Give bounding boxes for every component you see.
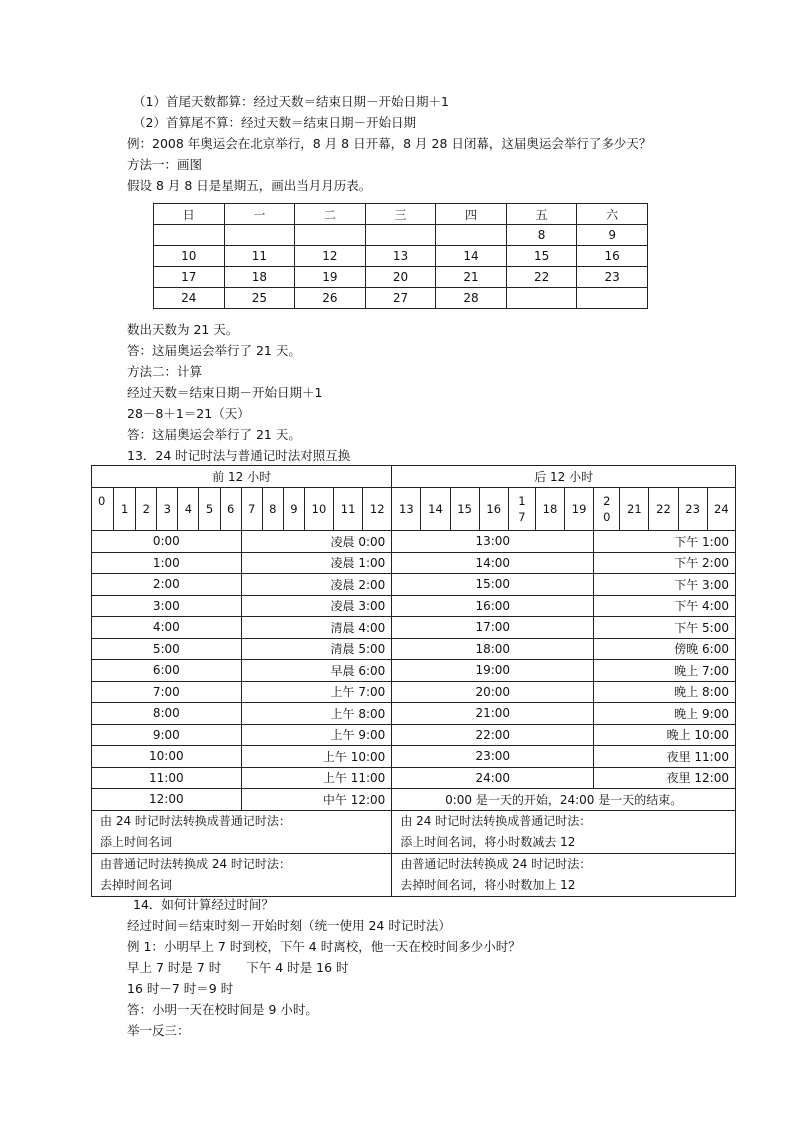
time-24h-cell: 1:00 <box>92 552 242 574</box>
time-common-cell: 傍晚 6:00 <box>594 638 736 660</box>
calculation-line: 28－8＋1＝21（天） <box>127 406 250 421</box>
time-common-cell: 凌晨 2:00 <box>241 574 392 596</box>
weekday-header: 六 <box>577 204 648 225</box>
assumption-line: 假设 8 月 8 日是星期五，画出当月月历表。 <box>127 178 372 193</box>
practice-title: 举一反三： <box>127 1023 190 1038</box>
method-1-title: 方法一：画图 <box>127 157 203 172</box>
calendar-day: 28 <box>436 288 507 309</box>
rule-common-to-24h-left <box>92 853 392 896</box>
conversion-row <box>92 574 736 596</box>
calendar-week-row <box>154 288 648 309</box>
rule-detail: 去掉时间名词 <box>100 877 173 892</box>
time-24h-cell: 23:00 <box>392 746 594 768</box>
calendar-header-row <box>154 204 648 225</box>
hour-cell: 9 <box>283 488 304 531</box>
time-common-cell: 凌晨 1:00 <box>241 552 392 574</box>
weekday-header: 一 <box>224 204 295 225</box>
conversion-row <box>92 617 736 639</box>
calendar-day: 12 <box>295 246 366 267</box>
time-common-cell: 晚上 9:00 <box>594 703 736 725</box>
time-common-cell: 下午 3:00 <box>594 574 736 596</box>
rule-common-to-24h-right <box>392 853 736 896</box>
rule-24h-to-common-left <box>92 810 392 853</box>
calendar-day: 18 <box>224 267 295 288</box>
conversion-rows <box>92 531 736 789</box>
conversion-row <box>92 531 736 553</box>
rule-detail: 添上时间名词 <box>100 834 173 849</box>
time-common-cell: 晚上 7:00 <box>594 660 736 682</box>
calendar-day: 25 <box>224 288 295 309</box>
hour-cell: 10 <box>304 488 333 531</box>
calendar-day: 11 <box>224 246 295 267</box>
time-conversion-table <box>91 465 736 897</box>
noon-row <box>92 789 736 811</box>
hour-cell: 14 <box>421 488 450 531</box>
calendar-week-row <box>154 225 648 246</box>
hour-label: 0 <box>98 494 106 508</box>
time-common-cell: 上午 10:00 <box>241 746 392 768</box>
time-24h-cell: 24:00 <box>392 767 594 789</box>
formula-line: 经过天数＝结束日期－开始日期＋1 <box>127 385 323 400</box>
calendar-day: 13 <box>365 246 436 267</box>
rule-detail: 添上时间名词，将小时数减去 12 <box>400 834 576 849</box>
time-common-cell: 上午 7:00 <box>241 681 392 703</box>
elapsed-time-formula: 经过时间＝结束时刻－开始时刻（统一使用 24 时记时法） <box>127 918 451 933</box>
time-common-cell: 晚上 10:00 <box>594 724 736 746</box>
calendar-day: 20 <box>365 267 436 288</box>
conversion-row <box>92 724 736 746</box>
hour-cell: 2 <box>136 488 157 531</box>
time-24h-cell: 17:00 <box>392 617 594 639</box>
hour-cell: 7 <box>241 488 262 531</box>
time-24h-cell: 6:00 <box>92 660 242 682</box>
hour-label-17: 17 <box>518 494 526 524</box>
conversion-row <box>92 638 736 660</box>
time-24h-cell: 5:00 <box>92 638 242 660</box>
time-common-cell: 上午 9:00 <box>241 724 392 746</box>
calendar-day: 17 <box>154 267 225 288</box>
calendar-day: 14 <box>436 246 507 267</box>
conversion-row <box>92 595 736 617</box>
time-common-cell: 下午 2:00 <box>594 552 736 574</box>
time-common-cell: 下午 4:00 <box>594 595 736 617</box>
time-common-cell: 上午 8:00 <box>241 703 392 725</box>
time-24h-cell: 14:00 <box>392 552 594 574</box>
calendar-day: 8 <box>506 225 577 246</box>
answer-line-2: 答：这届奥运会举行了 21 天。 <box>127 427 301 442</box>
calendar-day <box>154 225 225 246</box>
answer-line-1: 答：这届奥运会举行了 21 天。 <box>127 343 301 358</box>
day-boundary-note: 0:00 是一天的开始，24:00 是一天的结束。 <box>392 789 736 811</box>
calendar-day: 9 <box>577 225 648 246</box>
weekday-header: 三 <box>365 204 436 225</box>
time-common-cell: 早晨 6:00 <box>241 660 392 682</box>
rule-detail: 去掉时间名词，将小时数加上 12 <box>400 877 576 892</box>
hour-cell: 5 <box>199 488 220 531</box>
last-12-hours-header: 后 12 小时 <box>392 466 736 488</box>
hour-cell <box>594 488 620 531</box>
calendar-day: 26 <box>295 288 366 309</box>
calendar-day: 19 <box>295 267 366 288</box>
time-common-cell: 清晨 5:00 <box>241 638 392 660</box>
answer-line-3: 答：小明一天在校时间是 9 小时。 <box>127 1002 318 1017</box>
calendar-day <box>365 225 436 246</box>
time-common-cell: 夜里 12:00 <box>594 767 736 789</box>
conversion-row <box>92 703 736 725</box>
hour-cell: 24 <box>707 488 735 531</box>
time-24h-cell: 3:00 <box>92 595 242 617</box>
time-24h-cell: 15:00 <box>392 574 594 596</box>
hour-cell: 19 <box>565 488 594 531</box>
method-2-title: 方法二：计算 <box>127 364 203 379</box>
subtraction-step: 16 时－7 时＝9 时 <box>127 981 234 996</box>
calendar-day: 27 <box>365 288 436 309</box>
rule-line-1: （1）首尾天数都算：经过天数＝结束日期－开始日期＋1 <box>133 94 449 109</box>
hour-cell: 18 <box>535 488 564 531</box>
hour-cell: 21 <box>620 488 649 531</box>
hour-cell <box>508 488 535 531</box>
calendar-table <box>153 203 648 309</box>
hour-cell: 16 <box>479 488 508 531</box>
calendar-day: 23 <box>577 267 648 288</box>
time-24h-cell: 19:00 <box>392 660 594 682</box>
calendar-day <box>577 288 648 309</box>
conversion-row <box>92 767 736 789</box>
hour-cell: 3 <box>157 488 178 531</box>
half-day-header-row <box>92 466 736 488</box>
hour-cell: 1 <box>114 488 136 531</box>
example-line: 例：2008 年奥运会在北京举行，8 月 8 日开幕，8 月 28 日闭幕，这届奥运会举行了多少天？ <box>127 136 652 151</box>
calendar-day <box>224 225 295 246</box>
time-24h-cell: 22:00 <box>392 724 594 746</box>
time-common-cell: 凌晨 0:00 <box>241 531 392 553</box>
time-24h-cell: 20:00 <box>392 681 594 703</box>
section-13-title: 13．24 时记时法与普通记时法对照互换 <box>127 448 351 463</box>
time-common-cell: 清晨 4:00 <box>241 617 392 639</box>
conversion-step: 早上 7 时是 7 时 下午 4 时是 16 时 <box>127 960 349 975</box>
rule-title: 由 24 时记时法转换成普通记时法： <box>100 813 291 828</box>
weekday-header: 二 <box>295 204 366 225</box>
hour-cell: 4 <box>178 488 199 531</box>
hour-cell: 8 <box>262 488 283 531</box>
time-24h-cell: 8:00 <box>92 703 242 725</box>
calendar-day: 21 <box>436 267 507 288</box>
conversion-row <box>92 552 736 574</box>
rule-line-2: （2）首算尾不算：经过天数＝结束日期－开始日期 <box>133 115 416 130</box>
time-common-cell: 中午 12:00 <box>241 789 392 811</box>
time-common-cell: 下午 1:00 <box>594 531 736 553</box>
conversion-row <box>92 681 736 703</box>
time-common-cell: 上午 11:00 <box>241 767 392 789</box>
time-24h-cell: 4:00 <box>92 617 242 639</box>
calendar-week-row <box>154 267 648 288</box>
time-common-cell: 下午 5:00 <box>594 617 736 639</box>
time-24h-cell: 12:00 <box>92 789 242 811</box>
count-result: 数出天数为 21 天。 <box>127 322 239 337</box>
calendar-day: 15 <box>506 246 577 267</box>
time-24h-cell: 11:00 <box>92 767 242 789</box>
rule-row-2 <box>92 853 736 896</box>
hour-cell: 13 <box>392 488 421 531</box>
time-24h-cell: 2:00 <box>92 574 242 596</box>
rule-title: 由普通记时法转换成 24 时记时法： <box>100 856 291 871</box>
weekday-header: 日 <box>154 204 225 225</box>
conversion-row <box>92 660 736 682</box>
hour-cell: 15 <box>450 488 479 531</box>
weekday-header: 四 <box>436 204 507 225</box>
weekday-header: 五 <box>506 204 577 225</box>
time-common-cell: 凌晨 3:00 <box>241 595 392 617</box>
time-24h-cell: 10:00 <box>92 746 242 768</box>
example-1-line: 例 1：小明早上 7 时到校，下午 4 时离校，他一天在校时间多少小时？ <box>127 939 521 954</box>
calendar-day: 24 <box>154 288 225 309</box>
rule-title: 由普通记时法转换成 24 时记时法： <box>400 856 592 871</box>
section-14-title: 14．如何计算经过时间？ <box>133 897 274 912</box>
time-24h-cell: 18:00 <box>392 638 594 660</box>
calendar-day <box>506 288 577 309</box>
calendar-day: 22 <box>506 267 577 288</box>
time-24h-cell: 9:00 <box>92 724 242 746</box>
time-common-cell: 晚上 8:00 <box>594 681 736 703</box>
calendar-day: 10 <box>154 246 225 267</box>
rule-24h-to-common-right <box>392 810 736 853</box>
hour-cell: 11 <box>334 488 363 531</box>
time-common-cell: 夜里 11:00 <box>594 746 736 768</box>
time-24h-cell: 21:00 <box>392 703 594 725</box>
hour-number-row <box>92 488 736 531</box>
conversion-row <box>92 746 736 768</box>
hour-cell <box>92 488 114 531</box>
hour-cell: 23 <box>678 488 707 531</box>
time-24h-cell: 0:00 <box>92 531 242 553</box>
rule-row-1 <box>92 810 736 853</box>
time-24h-cell: 7:00 <box>92 681 242 703</box>
calendar-day: 16 <box>577 246 648 267</box>
hour-cell: 22 <box>649 488 678 531</box>
calendar-day <box>436 225 507 246</box>
first-12-hours-header: 前 12 小时 <box>92 466 392 488</box>
calendar-week-row <box>154 246 648 267</box>
hour-cell: 12 <box>363 488 392 531</box>
rule-title: 由 24 时记时法转换成普通记时法： <box>400 813 592 828</box>
hour-cell: 6 <box>220 488 241 531</box>
hour-label-20: 20 <box>603 494 611 524</box>
time-24h-cell: 16:00 <box>392 595 594 617</box>
time-24h-cell: 13:00 <box>392 531 594 553</box>
calendar-day <box>295 225 366 246</box>
